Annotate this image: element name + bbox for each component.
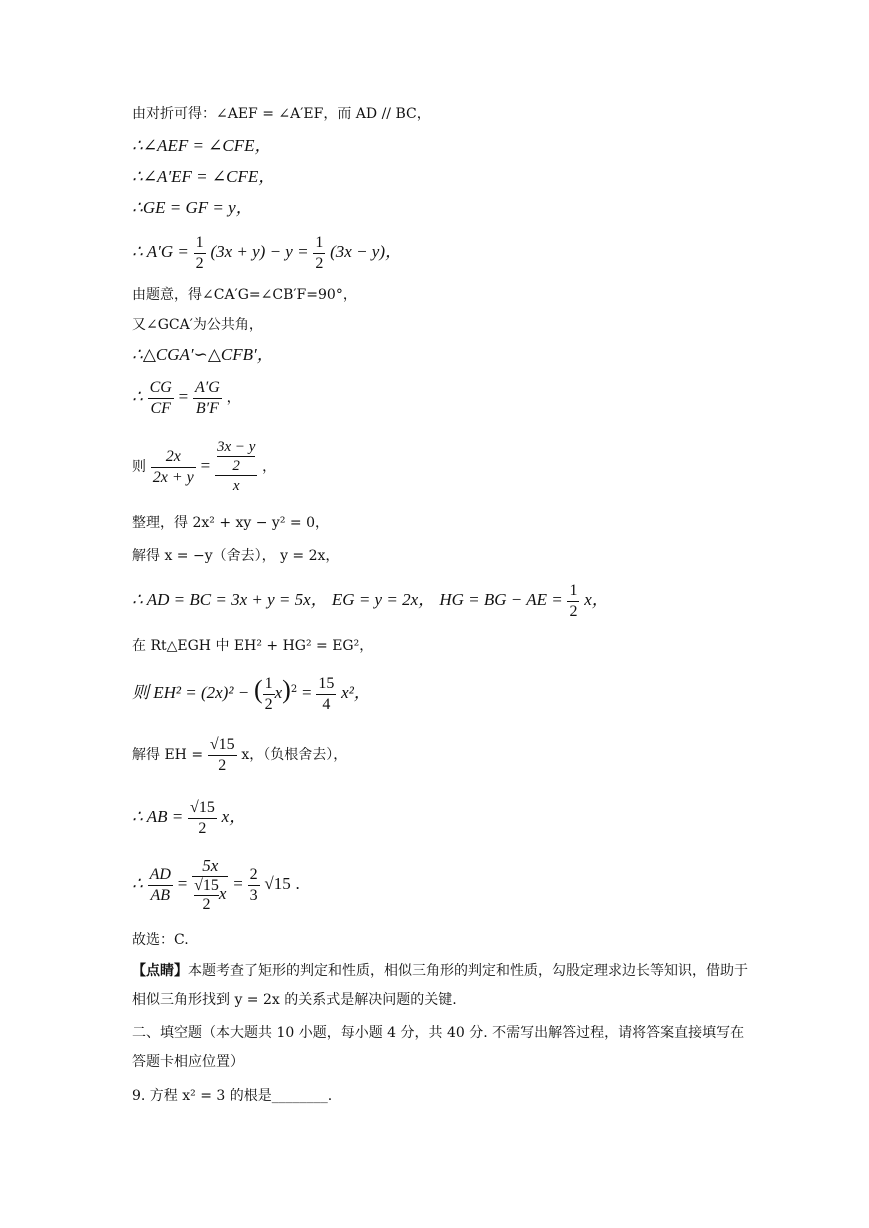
step-eh: 解得 EH = $\frac{√15}{2}$ x，（负根舍去）， xyxy=(132,735,348,774)
step-common-angle: 又∠GCA′为公共角， xyxy=(132,317,263,333)
step-angle-2: ∴∠A′EF = ∠CFE， xyxy=(132,167,276,186)
step-substitute: 则 $\frac{2x}{2x + y}$ = 3x − y 2 x ， xyxy=(132,439,277,494)
fraction-half: $\frac{1}{2}$ xyxy=(195,233,204,272)
fraction-half: $\frac{1}{2}$ xyxy=(569,581,578,620)
step-angle-1: ∴∠AEF = ∠CFE， xyxy=(132,136,272,155)
step-ag: ∴ A′G = $\frac{1}{2}$ (3x + y) − y = $\frac{1}{2}$ (3x − y)， xyxy=(132,233,403,272)
step-solve: 解得 x = −y（舍去）， y = 2x， xyxy=(132,548,340,564)
fraction-sqrt15-2: $\frac{√15}{2}$ xyxy=(209,735,235,774)
step-pythagoras: 在 Rt△EGH 中 EH² + HG² = EG²， xyxy=(132,638,374,654)
fraction-cg-cf: $\frac{CG}{CF}$ xyxy=(149,378,172,417)
step-ratio-result: ∴ $\frac{AD}{AB}$ = 5x $\frac{√15}{2}$ x = $\frac{2}{3}$ √15 . xyxy=(132,856,300,913)
fraction-2x: $\frac{2x}{2x + y}$ xyxy=(152,447,194,486)
fraction-15-4: $\frac{15}{4}$ xyxy=(318,674,335,713)
step-ratio: ∴ $\frac{CG}{CF}$ = $\frac{A'G}{B'F}$ ， xyxy=(132,378,241,417)
step-similar: ∴△CGA′∽△CFB′， xyxy=(132,345,274,364)
section-heading: 二、填空题（本大题共 10 小题，每小题 4 分，共 40 分. 不需写出解答过程，请将答案直接填写在答题卡相应位置） xyxy=(132,1025,745,1070)
step-simplify: 整理，得 2x² + xy − y² = 0， xyxy=(132,515,329,531)
question-9: 9. 方程 x² = 3 的根是________. xyxy=(132,1088,333,1104)
fraction-half: $\frac{1}{2}$ xyxy=(264,674,273,713)
fraction-half: $\frac{1}{2}$ xyxy=(315,233,324,272)
fraction-sqrt15-2: $\frac{√15}{2}$ xyxy=(190,798,215,837)
step-eh-squared: 则 EH² = (2x)² − ( $\frac{1}{2}$ x)$^2$ = $\frac{15}{4}$ x²， xyxy=(132,674,371,713)
step-ab: ∴ AB = $\frac{√15}{2}$ x， xyxy=(132,798,247,837)
compound-fraction: 3x − y 2 x xyxy=(216,439,256,494)
answer-line: 故选：C. xyxy=(132,932,189,948)
compound-fraction-5x: 5x $\frac{√15}{2}$ x xyxy=(194,856,227,913)
step-lengths: ∴ AD = BC = 3x + y = 5x， EG = y = 2x， HG = BG − AE = $\frac{1}{2}$ x， xyxy=(132,581,609,620)
step-right-angles: 由题意，得∠CA′G=∠CB′F=90°， xyxy=(132,287,357,303)
comment-paragraph: 【点睛】本题考查了矩形的判定和性质，相似三角形的判定和性质，勾股定理求边长等知识，借助于相似三角形找到 y = 2x 的关系式是解决问题的关键. xyxy=(132,963,748,1008)
step-fold: 由对折可得：∠AEF = ∠A′EF，而 AD // BC， xyxy=(132,106,431,122)
fraction-ag-bf: $\frac{A'G}{B'F}$ xyxy=(195,378,220,417)
step-ge-gf: ∴GE = GF = y， xyxy=(132,198,253,217)
fraction-2-3: $\frac{2}{3}$ xyxy=(249,865,258,904)
fraction-ad-ab: $\frac{AD}{AB}$ xyxy=(149,865,171,904)
